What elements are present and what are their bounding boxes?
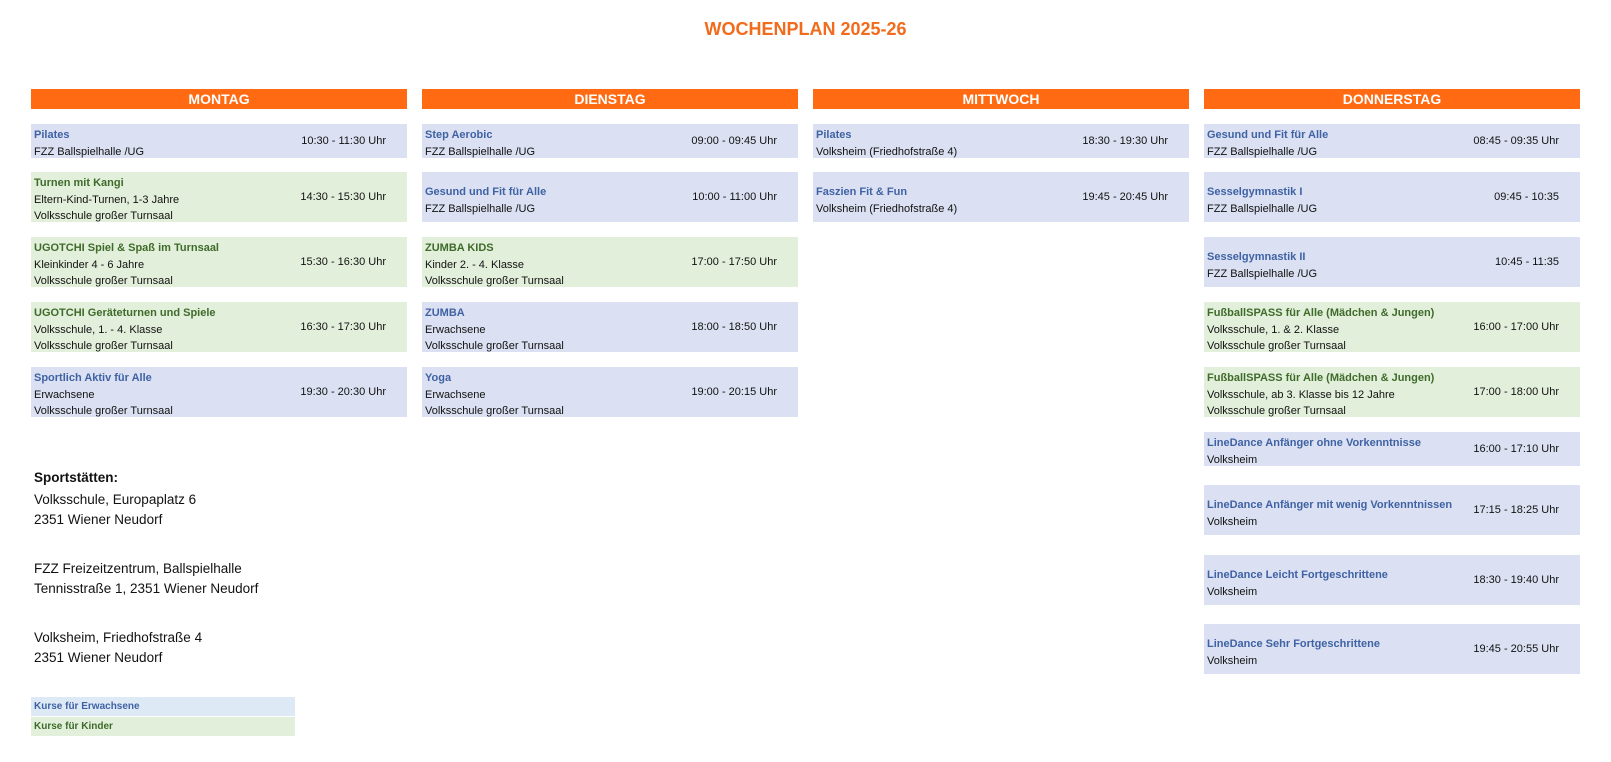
course-detail: Volksschule großer Turnsaal [425, 340, 564, 352]
course-name: LineDance Leicht Fortgeschrittene [1207, 569, 1388, 581]
course-detail: Volksheim [1207, 453, 1258, 466]
course-detail: Volksheim (Friedhofstraße 4) [816, 145, 958, 158]
course-name: Faszien Fit & Fun [816, 186, 908, 198]
course-card [422, 237, 798, 287]
course-name: UGOTCHI Spiel & Spaß im Turnsaal [34, 242, 219, 254]
course-card [422, 302, 798, 352]
venue-line: Volksheim, Friedhofstraße 4 [34, 630, 203, 645]
course-time: 15:30 - 16:30 Uhr [300, 255, 386, 268]
course-time: 17:00 - 17:50 Uhr [691, 255, 777, 268]
course-detail: Volksschule, 1. & 2. Klasse [1207, 323, 1340, 336]
course-name: LineDance Sehr Fortgeschrittene [1207, 638, 1380, 650]
course-card [31, 172, 407, 222]
day-column-donnerstag [1204, 89, 1580, 667]
venue-line: 2351 Wiener Neudorf [34, 650, 163, 665]
course-time: 10:30 - 11:30 Uhr [301, 134, 386, 147]
venues-section [34, 468, 258, 697]
course-detail: Volksschule großer Turnsaal [425, 405, 564, 417]
day-header: MITTWOCH [813, 89, 1189, 109]
course-detail: FZZ Ballspielhalle /UG [1207, 202, 1318, 215]
course-name: Yoga [425, 372, 452, 384]
course-name: Gesund und Fit für Alle [425, 186, 547, 198]
course-name: Turnen mit Kangi [34, 177, 124, 189]
course-name: UGOTCHI Geräteturnen und Spiele [34, 307, 216, 319]
course-time: 14:30 - 15:30 Uhr [300, 190, 386, 203]
course-name: LineDance Anfänger ohne Vorkenntnisse [1207, 437, 1421, 449]
course-time: 08:45 - 09:35 Uhr [1473, 134, 1559, 147]
venues-heading: Sportstätten: [34, 470, 118, 485]
course-detail: Volksheim [1207, 515, 1258, 528]
course-time: 19:45 - 20:45 Uhr [1082, 190, 1168, 203]
course-detail: Volksschule großer Turnsaal [34, 210, 173, 222]
course-detail: Volksheim [1207, 585, 1258, 598]
course-name: FußballSPASS für Alle (Mädchen & Jungen) [1207, 372, 1435, 384]
venue-line: Tennisstraße 1, 2351 Wiener Neudorf [34, 581, 259, 596]
course-name: Gesund und Fit für Alle [1207, 129, 1329, 141]
venue-line: Volksschule, Europaplatz 6 [34, 492, 197, 507]
course-time: 10:45 - 11:35 [1494, 255, 1559, 268]
course-detail: Volksheim (Friedhofstraße 4) [816, 202, 958, 215]
course-detail: FZZ Ballspielhalle /UG [425, 202, 536, 215]
course-name: LineDance Anfänger mit wenig Vorkenntnissen [1207, 499, 1453, 511]
course-detail: Volksschule großer Turnsaal [1207, 340, 1346, 352]
course-card [31, 367, 407, 417]
course-card [31, 237, 407, 287]
course-card [1204, 624, 1580, 674]
course-detail: Volksheim [1207, 654, 1258, 667]
venue-line: 2351 Wiener Neudorf [34, 512, 163, 527]
course-time: 09:45 - 10:35 [1494, 190, 1559, 203]
venue-volksheim [34, 628, 258, 668]
course-card [1204, 237, 1580, 287]
course-name: ZUMBA [425, 307, 465, 319]
day-header: DIENSTAG [422, 89, 798, 109]
course-card [1204, 302, 1580, 352]
course-card [1204, 485, 1580, 535]
course-detail: Volksschule großer Turnsaal [34, 340, 173, 352]
course-time: 18:30 - 19:40 Uhr [1473, 573, 1559, 586]
day-column-montag [31, 89, 407, 417]
course-time: 18:00 - 18:50 Uhr [691, 320, 777, 333]
course-card [31, 124, 407, 158]
course-time: 09:00 - 09:45 Uhr [691, 134, 777, 147]
course-card [422, 367, 798, 417]
course-time: 17:15 - 18:25 Uhr [1473, 503, 1559, 516]
course-time: 19:45 - 20:55 Uhr [1473, 642, 1559, 655]
course-detail: Erwachsene [34, 388, 95, 401]
course-name: Step Aerobic [425, 129, 493, 141]
course-name: Pilates [34, 129, 70, 141]
course-time: 18:30 - 19:30 Uhr [1082, 134, 1168, 147]
course-detail: Kinder 2. - 4. Klasse [425, 258, 525, 271]
course-time: 19:30 - 20:30 Uhr [300, 385, 386, 398]
course-time: 10:00 - 11:00 Uhr [692, 190, 777, 203]
course-detail: FZZ Ballspielhalle /UG [425, 145, 536, 158]
course-card [1204, 432, 1580, 466]
course-name: Sportlich Aktiv für Alle [34, 372, 152, 384]
course-card [813, 172, 1189, 222]
course-time: 16:00 - 17:10 Uhr [1473, 442, 1559, 455]
day-header: MONTAG [31, 89, 407, 109]
legend-kids: Kurse für Kinder [31, 717, 295, 736]
course-detail: Volksschule, ab 3. Klasse bis 12 Jahre [1207, 388, 1395, 401]
course-card [422, 124, 798, 158]
course-name: ZUMBA KIDS [425, 242, 494, 254]
course-detail: Kleinkinder 4 - 6 Jahre [34, 258, 145, 271]
course-time: 19:00 - 20:15 Uhr [691, 385, 777, 398]
course-detail: FZZ Ballspielhalle /UG [1207, 145, 1318, 158]
course-name: Sesselgymnastik I [1207, 186, 1303, 198]
course-card [422, 172, 798, 222]
day-column-mittwoch [813, 89, 1189, 215]
page-title: WOCHENPLAN 2025-26 [704, 19, 907, 39]
course-detail: FZZ Ballspielhalle /UG [1207, 267, 1318, 280]
venue-fzz [34, 559, 258, 599]
course-detail: Erwachsene [425, 388, 486, 401]
course-card [1204, 367, 1580, 417]
course-name: Pilates [816, 129, 852, 141]
course-card [813, 124, 1189, 158]
course-detail: Volksschule großer Turnsaal [34, 275, 173, 287]
course-detail: FZZ Ballspielhalle /UG [34, 145, 145, 158]
course-detail: Volksschule großer Turnsaal [1207, 405, 1346, 417]
course-detail: Erwachsene [425, 323, 486, 336]
course-card [1204, 172, 1580, 222]
venue-line: FZZ Freizeitzentrum, Ballspielhalle [34, 561, 242, 576]
legend-adult: Kurse für Erwachsene [31, 697, 295, 716]
course-card [1204, 124, 1580, 158]
course-time: 17:00 - 18:00 Uhr [1473, 385, 1559, 398]
course-card [1204, 555, 1580, 605]
course-time: 16:30 - 17:30 Uhr [300, 320, 386, 333]
course-name: FußballSPASS für Alle (Mädchen & Jungen) [1207, 307, 1435, 319]
course-detail: Volksschule großer Turnsaal [34, 405, 173, 417]
course-detail: Volksschule, 1. - 4. Klasse [34, 323, 163, 336]
course-card [31, 302, 407, 352]
course-detail: Volksschule großer Turnsaal [425, 275, 564, 287]
day-column-dienstag [422, 89, 798, 417]
venue-volksschule [34, 490, 258, 530]
course-time: 16:00 - 17:00 Uhr [1473, 320, 1559, 333]
course-detail: Eltern-Kind-Turnen, 1-3 Jahre [34, 193, 180, 206]
day-header: DONNERSTAG [1204, 89, 1580, 109]
course-name: Sesselgymnastik II [1207, 251, 1306, 263]
